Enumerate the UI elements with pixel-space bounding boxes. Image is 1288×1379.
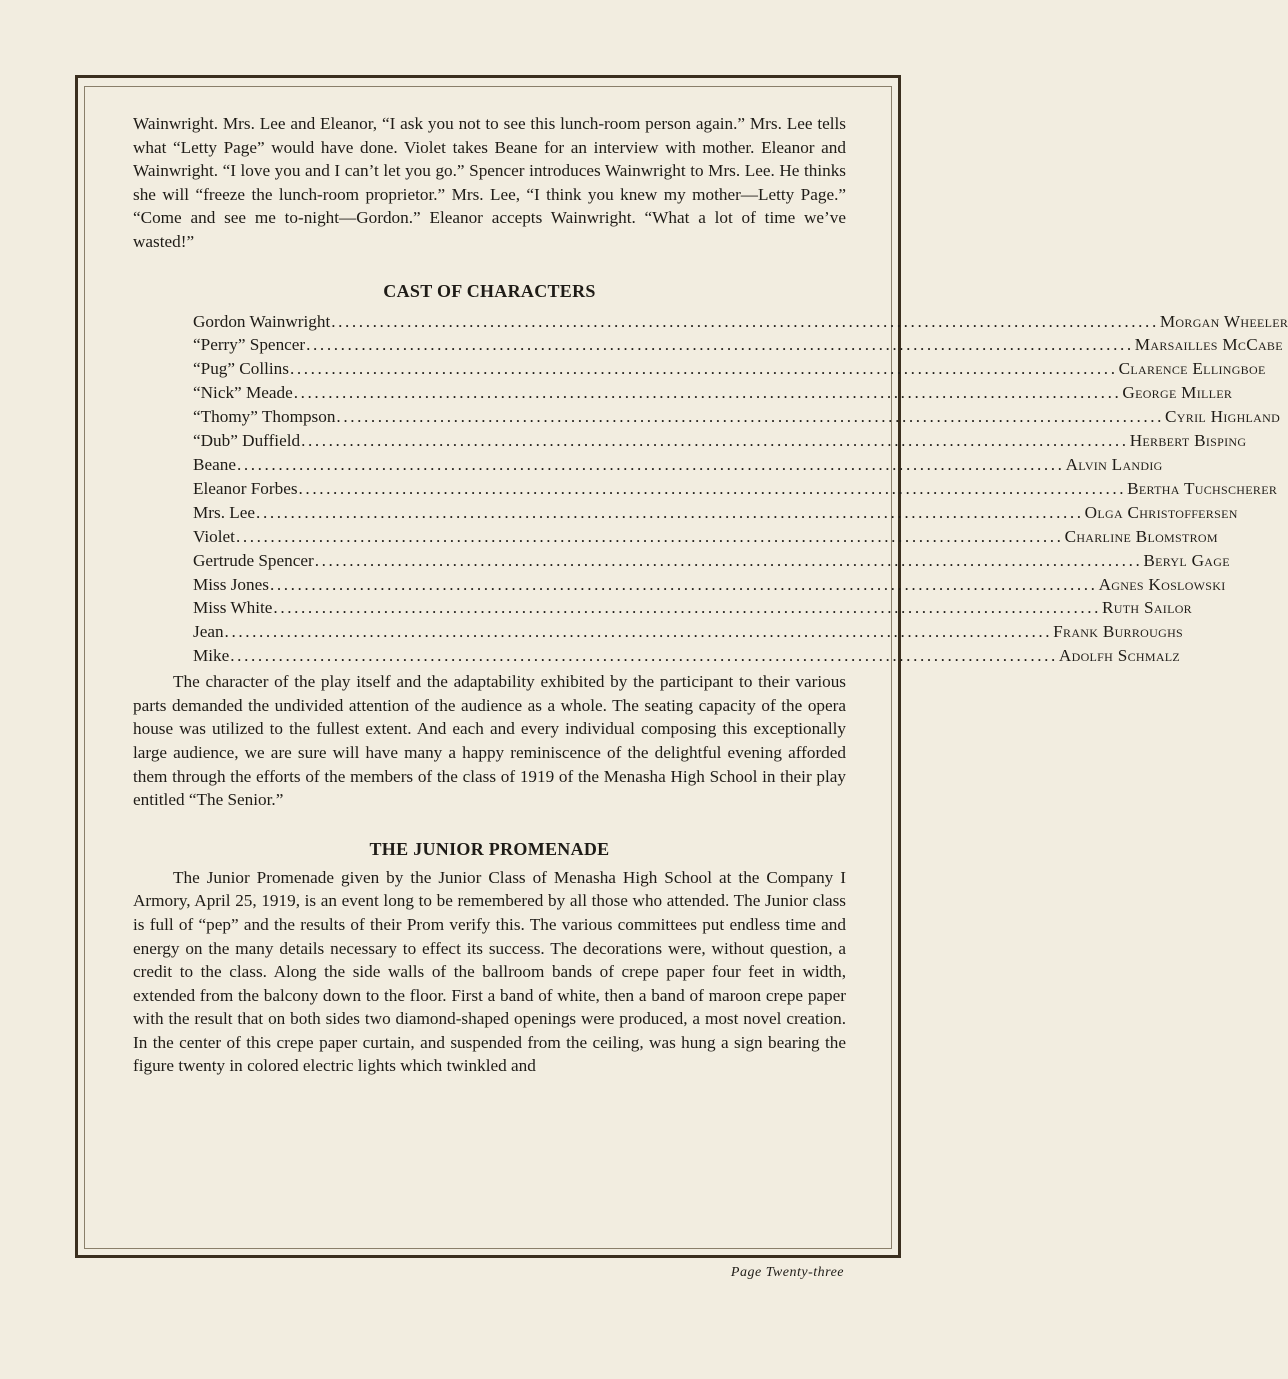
cast-actor: George Miller: [1122, 383, 1233, 403]
leader-dots: ........................................................................................................................: [306, 335, 1134, 355]
cast-actor: Herbert Bisping: [1129, 431, 1247, 451]
cast-role: Beane: [193, 455, 236, 474]
cast-role: “Pug” Collins: [193, 359, 289, 379]
cast-actor: Agnes Koslowski: [1098, 574, 1226, 594]
cast-list: [193, 310, 1288, 669]
cast-role: “Thomy” Thompson: [193, 407, 336, 427]
leader-dots: ........................................................................................................................: [289, 359, 1118, 379]
leader-dots: ........................................................................................................................: [331, 311, 1159, 331]
cast-actor: Alvin Landig: [1065, 455, 1163, 474]
cast-title: CAST OF CHARACTERS: [383, 280, 596, 301]
cast-role: Jean: [193, 622, 224, 642]
cast-row: [193, 501, 1238, 525]
leader-dots: ........................................................................................................................: [293, 383, 1122, 403]
cast-row: [193, 357, 1266, 381]
leader-dots: ........................................................................................................................: [224, 622, 1053, 642]
cast-row: [193, 549, 1230, 573]
leader-dots: ........................................................................................................................: [230, 646, 1058, 666]
intro-paragraph: Wainwright. Mrs. Lee and Eleanor, “I ask you not to see this lunch-room person again.” Mrs. Lee tells what “Letty Page” would have done. Violet takes Beane for an interview with mother. Eleanor and Wainwright. “I love you and I can’t let you go.” Spencer introduces Wainwright to Mrs. Lee. He thinks she will “freeze the lunch-room proprietor.” Mrs. Lee, “I think you knew my mother—Letty Page.” “Come and see me to-night—Gordon.” Eleanor accepts Wainwright. “What a lot of time we’ve wasted!”: [133, 114, 846, 251]
leader-dots: ........................................................................................................................: [235, 526, 1064, 546]
junior-promenade-title: THE JUNIOR PROMENADE: [369, 838, 610, 859]
cast-row: [193, 405, 1281, 429]
cast-row: [193, 525, 1218, 549]
cast-role: “Perry” Spencer: [193, 335, 306, 355]
cast-row: [193, 310, 1288, 334]
cast-row: [193, 333, 1283, 357]
cast-actor: Cyril Highland: [1165, 407, 1281, 427]
cast-role: “Nick” Meade: [193, 383, 293, 403]
cast-actor: Marsailles McCabe: [1134, 335, 1283, 355]
cast-actor: Frank Burroughs: [1053, 622, 1184, 642]
cast-role: Violet: [193, 526, 235, 546]
page-content: [133, 112, 1288, 1078]
cast-role: Gordon Wainwright: [193, 311, 331, 331]
cast-actor: Beryl Gage: [1143, 550, 1230, 570]
cast-role: Gertrude Spencer: [193, 550, 314, 570]
cast-actor: Charline Blomstrom: [1064, 526, 1218, 546]
cast-actor: Adolfh Schmalz: [1058, 646, 1181, 666]
cast-row: [193, 620, 1184, 644]
leader-dots: ........................................................................................................................: [273, 598, 1102, 618]
cast-actor: Bertha Tuchscherer: [1127, 478, 1278, 498]
cast-role: Eleanor Forbes: [193, 478, 298, 498]
cast-row: [193, 644, 1181, 668]
cast-row: [193, 596, 1192, 620]
leader-dots: ........................................................................................................................: [298, 478, 1127, 498]
leader-dots: ........................................................................................................................: [269, 574, 1098, 594]
cast-actor: Clarence Ellingboe: [1118, 359, 1266, 379]
cast-actor: Ruth Sailor: [1102, 598, 1192, 618]
cast-role: “Dub” Duffield: [193, 431, 301, 451]
cast-role: Mrs. Lee: [193, 502, 256, 522]
page-number: Page Twenty-three: [730, 1265, 844, 1280]
cast-row: [193, 381, 1233, 405]
cast-actor: Morgan Wheeler: [1159, 311, 1288, 331]
cast-role: Miss Jones: [193, 574, 269, 594]
cast-row: [193, 429, 1247, 453]
junior-promenade-paragraph: The Junior Promenade given by the Junior Class of Menasha High School at the Company I Armory, April 25, 1919, is an event long to be remembered by all those who attended. The Junior class is full of “pep” and the results of their Prom verify this. The various committees put endless time and energy on the many details necessary to effect its success. The decorations were, without question, a credit to the class. Along the side walls of the ballroom bands of crepe paper four feet in width, extended from the balcony down to the floor. First a band of white, then a band of maroon crepe paper with the result that on both sides two diamond-shaped openings were produced, a most novel creation. In the center of this crepe paper curtain, and suspended from the ceiling, was hung a sign bearing the figure twenty in colored electric lights which twinkled and: [133, 867, 846, 1076]
cast-row: [193, 573, 1226, 597]
cast-row: [193, 453, 1163, 477]
cast-row: [193, 477, 1278, 501]
cast-role: Miss White: [193, 598, 273, 618]
leader-dots: ........................................................................................................................: [314, 550, 1143, 570]
cast-role: Mike: [193, 646, 230, 666]
leader-dots: ........................................................................................................................: [236, 455, 1065, 474]
leader-dots: ........................................................................................................................: [256, 502, 1084, 522]
cast-actor: Olga Christoffersen: [1084, 502, 1238, 522]
leader-dots: ........................................................................................................................: [336, 407, 1165, 427]
closing-paragraph: The character of the play itself and the adaptability exhibited by the participant to their various parts demanded the undivided attention of the audience as a whole. The seating capacity of the opera house was utilized to the fullest extent. And each and every individual composing this exceptionally large audience, we are sure will have many a happy reminiscence of the delightful evening afforded them through the efforts of the members of the class of 1919 of the Menasha High School in their play entitled “The Senior.”: [133, 672, 846, 810]
leader-dots: ........................................................................................................................: [301, 431, 1129, 451]
